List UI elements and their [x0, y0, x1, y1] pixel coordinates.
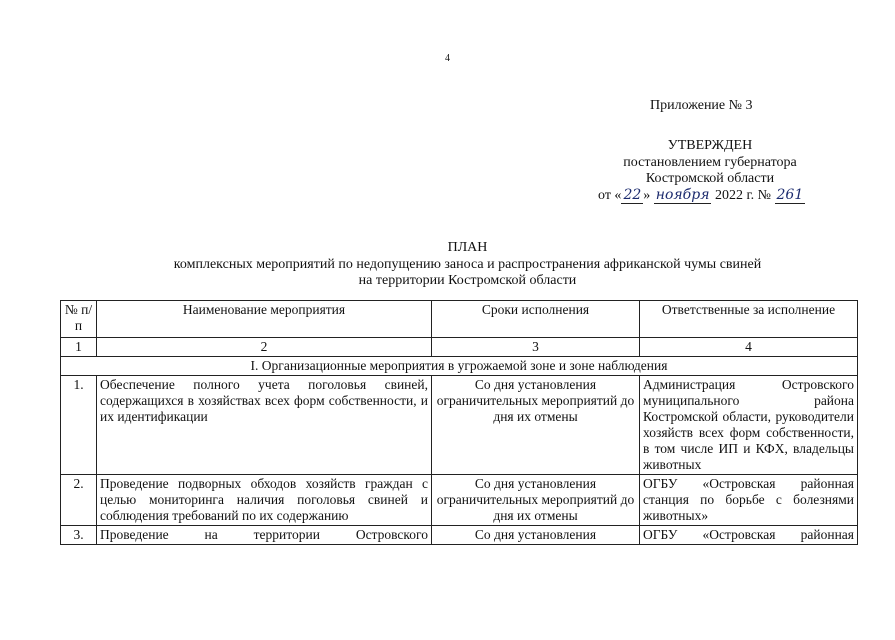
row-number: 1.: [61, 376, 97, 475]
appendix-label: Приложение № 3: [650, 98, 753, 113]
section-title: I. Организационные мероприятия в угрожаемой зоне и зоне наблюдения: [61, 357, 858, 376]
column-number: 2: [97, 338, 432, 357]
row-activity: Проведение на территории Островского: [97, 526, 432, 545]
header-number: № п/п: [61, 301, 97, 338]
page-number: 4: [445, 53, 450, 64]
column-number: 1: [61, 338, 97, 357]
row-term: Со дня установления: [432, 526, 640, 545]
row-number: 3.: [61, 526, 97, 545]
date-year: 2022 г. №: [711, 188, 775, 203]
row-number: 2.: [61, 475, 97, 526]
column-number-row: [61, 338, 858, 357]
handwritten-day: 22: [623, 187, 642, 203]
plan-table: [60, 300, 858, 545]
plan-subtitle: комплексных мероприятий по недопущению заноса и распространения африканской чумы свиней: [173, 257, 762, 272]
table-row: [61, 475, 858, 526]
row-responsible: ОГБУ «Островская районная: [640, 526, 858, 545]
table-row: [61, 526, 858, 545]
row-activity: Обеспечение полного учета поголовья свиней, содержащихся в хозяйствах всех форм собственности, и их идентификации: [97, 376, 432, 475]
header-responsible: Ответственные за исполнение: [640, 301, 858, 338]
approval-date-line: [598, 187, 805, 204]
approval-title: УТВЕРЖДЕН: [667, 138, 753, 153]
table-header-row: [61, 301, 858, 338]
column-number: 4: [640, 338, 858, 357]
row-term: Со дня установления ограничительных мероприятий до дня их отмены: [432, 475, 640, 526]
date-prefix: от «: [598, 188, 622, 203]
date-mid: »: [643, 188, 654, 203]
plan-title: ПЛАН: [447, 240, 488, 255]
row-activity: Проведение подворных обходов хозяйств граждан с целью мониторинга наличия поголовья свиней и соблюдения требований по их содержанию: [97, 475, 432, 526]
row-responsible: ОГБУ «Островская районная станция по борьбе с болезнями животных»: [640, 475, 858, 526]
header-terms: Сроки исполнения: [432, 301, 640, 338]
approval-authority: постановлением губернатора: [623, 155, 797, 170]
handwritten-month: ноября: [655, 187, 710, 203]
plan-subtitle-territory: на территории Костромской области: [358, 273, 577, 288]
section-row: [61, 357, 858, 376]
approval-region: Костромской области: [645, 171, 775, 186]
row-term: Со дня установления ограничительных мероприятий до дня их отмены: [432, 376, 640, 475]
row-responsible: Администрация Островского муниципального района Костромской области, руководители хозяйств всех форм собственности, в том числе ИП и КФХ, владельцы животных: [640, 376, 858, 475]
header-activity: Наименование мероприятия: [97, 301, 432, 338]
table-row: [61, 376, 858, 475]
column-number: 3: [432, 338, 640, 357]
handwritten-number: 261: [776, 187, 804, 203]
